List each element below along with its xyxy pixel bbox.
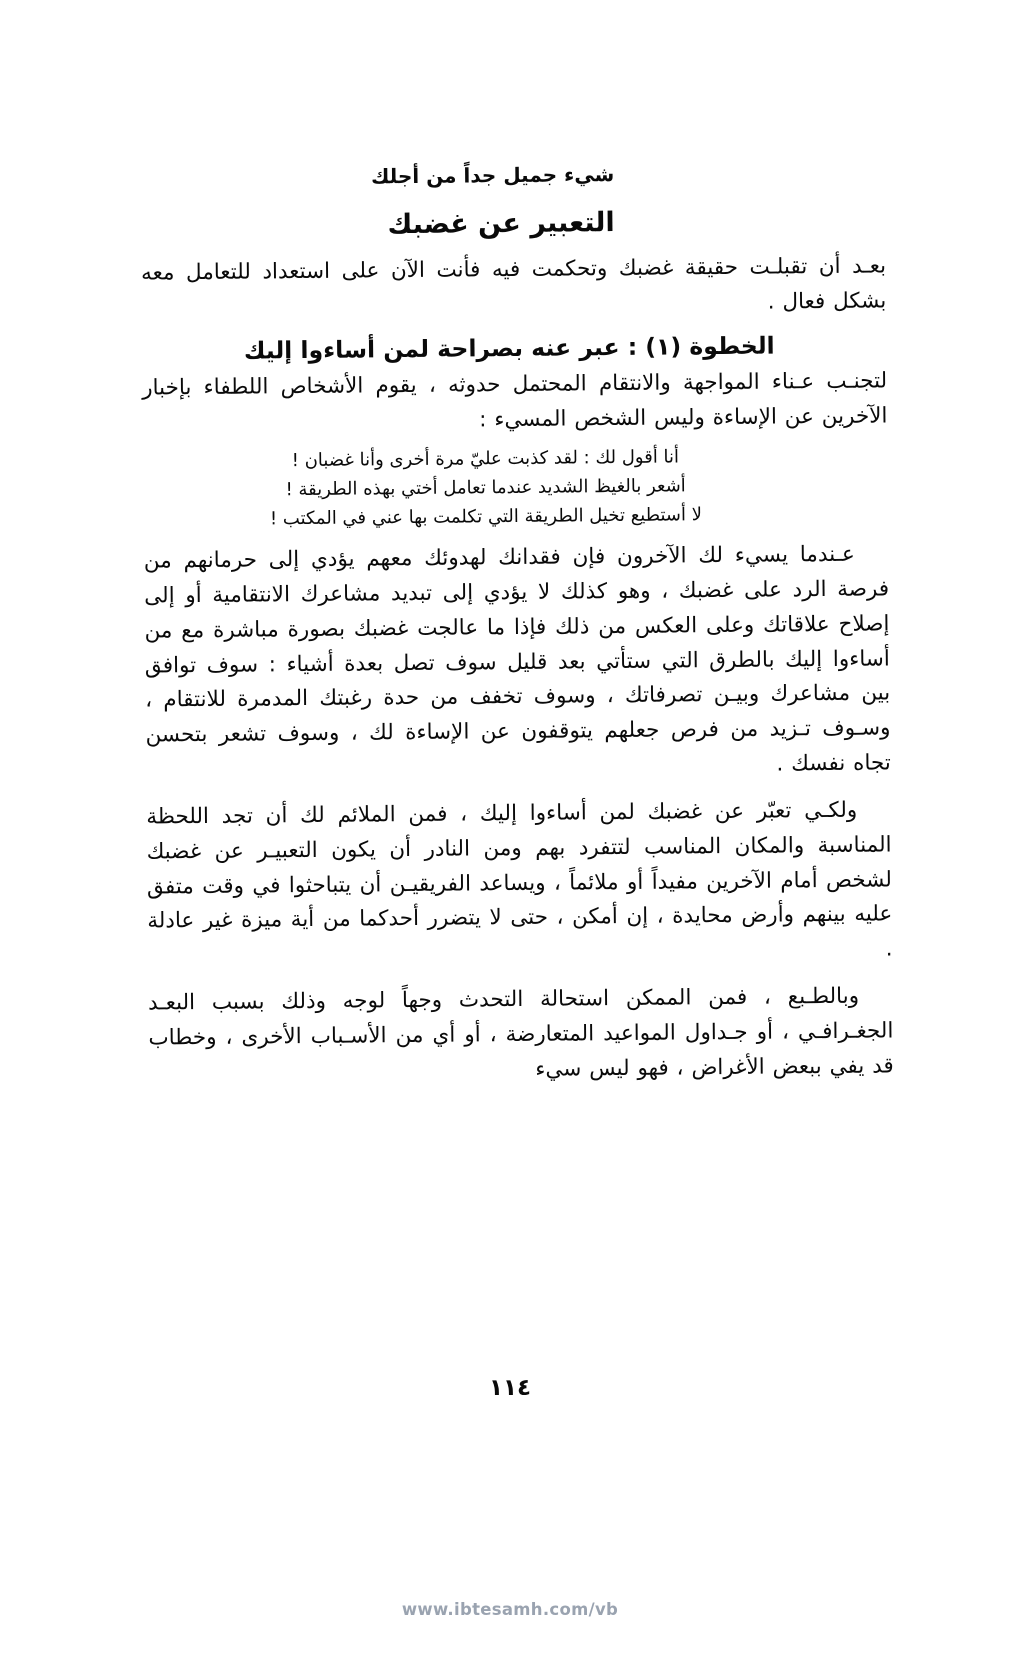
example-statements [143,440,889,535]
example-statement: لا أستطيع تخيل الطريقة التي تكلمت بها عني في المكتب ! [269,504,703,530]
example-statement: أنا أقول لك : لقد كذبت عليّ مرة أخرى وأنا غضبان ! [291,446,680,471]
page-content [140,156,894,1093]
paragraph-timing-and-place: ولكـي تعبّر عن غضبك لمن أساءوا إليك ، فمن الملائم لك أن تجد اللحظة المناسبة والمكان المناسب لتتفرد بهم ومن النادر أن يكون التعبيـر عن غضبك لشخص أمام الآخرين مفيداً أو ملائماً ، ويساعد الفريقيـن أن يتباحثوا في وقت متفق عليه بينهم وأرض محايدة ، إن أمكن ، حتى لا يتضرر أحدكما من أية ميزة غير عادلة . [146,797,893,962]
step-heading: الخطوة (١) : عبر عنه بصراحة لمن أساءوا إليك [243,331,775,365]
site-watermark: www.ibtesamh.com/vb [401,1600,619,1619]
step-body-paragraph: لتجنـب عـناء المواجهة والانتقام المحتمل حدوثه ، يقوم الأشخاص اللطفاء بإخبار الآخرين عن الإساءة وليس الشخص المسيء : [142,368,888,433]
intro-paragraph: بعـد أن تقبلـت حقيقة غضبك وتحكمت فيه فأنت الآن على استعداد للتعامل معه بشكل فعال . [140,253,887,315]
paragraph-written-letters: وبالطـبع ، فمن الممكن استحالة التحدث وجهاً لوجه وذلك بسبب البعـد الجغـرافـي ، أو جـداول المواعيد المتعارضة ، أو أي من الأسـباب الأخرى ، وخطاب قد يفي ببعض الأغراض ، فهو ليس سيء [147,983,894,1082]
section-superline: شيء جميل جداً من أجلك [370,162,615,189]
page-number: ١١٤ [488,1375,532,1401]
example-statement: أشعر بالغيظ الشديد عندما تعامل أختي بهذه الطريقة ! [285,475,686,501]
paragraph-consequences: عـندما يسيء لك الآخرون فإن فقدانك لهدوئك معهم يؤدي إلى حرمانهم من فرصة الرد على غضبك ، وهو كذلك لا يؤدي إلى تبديد مشاعرك الانتقامية أو إلى إصلاح علاقاتك وعلى العكس من ذلك فإذا ما عالجت غضبك بصورة مباشرة مع من أساءوا إليك بالطرق التي ستأتي بعد قليل سوف تصل بعدة أشياء : سوف توافق بين مشاعرك وبيـن تصرفاتك ، وسوف تخفف من حدة رغبتك المدمرة للانتقام ، وسـوف تـزيد من فرص جعلهم يتوقفون عن الإساءة لك ، وسوف تشعر بتحسن تجاه نفسك . [143,541,891,777]
chapter-title: التعبير عن غضبك [387,207,615,241]
